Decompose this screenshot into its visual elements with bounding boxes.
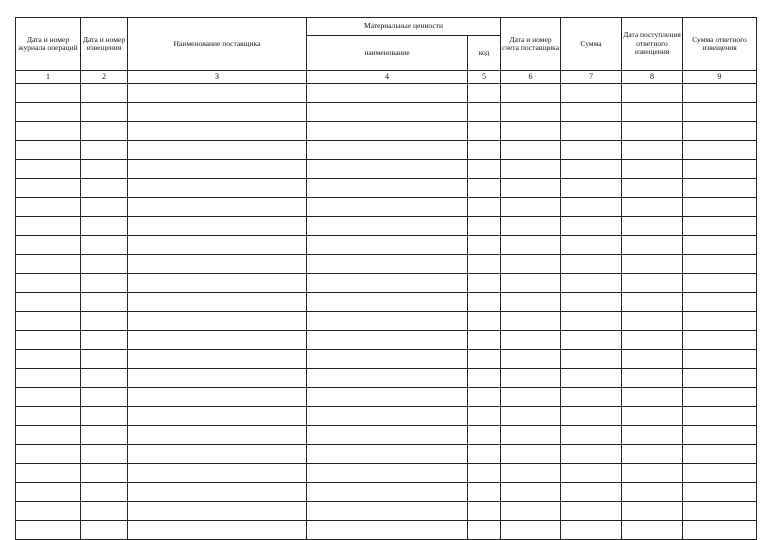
empty-cell: [683, 331, 757, 350]
table-row: [16, 483, 757, 502]
empty-cell: [16, 274, 81, 293]
empty-cell: [683, 521, 757, 540]
column-number: 1: [16, 71, 81, 84]
empty-cell: [16, 84, 81, 103]
empty-cell: [128, 445, 307, 464]
column-number: 6: [501, 71, 561, 84]
empty-cell: [501, 426, 561, 445]
empty-cell: [683, 483, 757, 502]
empty-cell: [501, 502, 561, 521]
empty-cell: [81, 350, 128, 369]
empty-cell: [81, 407, 128, 426]
empty-cell: [81, 84, 128, 103]
empty-cell: [561, 84, 622, 103]
empty-cell: [683, 198, 757, 217]
empty-cell: [622, 445, 683, 464]
empty-cell: [307, 426, 468, 445]
table-row: [16, 293, 757, 312]
empty-cell: [128, 217, 307, 236]
empty-cell: [561, 160, 622, 179]
col-journal-header: Дата и номер журнала операций: [16, 18, 81, 71]
empty-cell: [128, 103, 307, 122]
empty-cell: [307, 445, 468, 464]
empty-cell: [622, 236, 683, 255]
empty-cell: [468, 122, 501, 141]
empty-cell: [16, 407, 81, 426]
empty-cell: [81, 502, 128, 521]
empty-cell: [501, 103, 561, 122]
column-number: 8: [622, 71, 683, 84]
register-table: [15, 17, 757, 540]
empty-cell: [501, 160, 561, 179]
empty-cell: [561, 274, 622, 293]
empty-cell: [561, 312, 622, 331]
empty-cell: [683, 369, 757, 388]
empty-cell: [307, 236, 468, 255]
empty-cell: [468, 274, 501, 293]
table-row: [16, 217, 757, 236]
table-row: [16, 502, 757, 521]
empty-cell: [683, 84, 757, 103]
empty-cell: [468, 160, 501, 179]
empty-cell: [16, 502, 81, 521]
empty-cell: [561, 141, 622, 160]
empty-cell: [468, 502, 501, 521]
empty-cell: [128, 236, 307, 255]
col-notice-header: Дата и номер извещения: [81, 18, 128, 71]
empty-cell: [128, 84, 307, 103]
empty-cell: [561, 464, 622, 483]
empty-cell: [307, 274, 468, 293]
empty-cell: [16, 464, 81, 483]
empty-cell: [128, 160, 307, 179]
empty-cell: [561, 483, 622, 502]
register-form: [15, 17, 757, 540]
empty-cell: [307, 521, 468, 540]
empty-cell: [307, 350, 468, 369]
empty-cell: [561, 198, 622, 217]
empty-cell: [622, 198, 683, 217]
empty-cell: [468, 407, 501, 426]
empty-cell: [307, 122, 468, 141]
empty-cell: [683, 236, 757, 255]
empty-cell: [468, 331, 501, 350]
empty-cell: [468, 350, 501, 369]
empty-cell: [683, 464, 757, 483]
empty-cell: [622, 160, 683, 179]
table-row: [16, 103, 757, 122]
empty-cell: [468, 483, 501, 502]
empty-cell: [128, 464, 307, 483]
empty-cell: [468, 141, 501, 160]
empty-cell: [81, 312, 128, 331]
empty-cell: [622, 103, 683, 122]
empty-cell: [622, 426, 683, 445]
empty-cell: [683, 293, 757, 312]
column-number: 3: [128, 71, 307, 84]
empty-cell: [128, 274, 307, 293]
empty-cell: [501, 293, 561, 312]
empty-cell: [683, 502, 757, 521]
col-supplier-header: Наименование поставщика: [128, 18, 307, 71]
table-row: [16, 84, 757, 103]
empty-cell: [81, 331, 128, 350]
empty-cell: [81, 255, 128, 274]
empty-cell: [16, 103, 81, 122]
empty-cell: [561, 426, 622, 445]
empty-cell: [307, 141, 468, 160]
empty-cell: [468, 179, 501, 198]
empty-cell: [622, 141, 683, 160]
empty-cell: [16, 312, 81, 331]
table-row: [16, 160, 757, 179]
empty-cell: [501, 84, 561, 103]
col-invoice-header: Дата и номер счета поставщика: [501, 18, 561, 71]
empty-cell: [468, 217, 501, 236]
empty-cell: [561, 369, 622, 388]
table-row: [16, 141, 757, 160]
empty-cell: [128, 179, 307, 198]
table-row: [16, 464, 757, 483]
empty-cell: [501, 350, 561, 369]
empty-cell: [16, 369, 81, 388]
empty-cell: [81, 236, 128, 255]
empty-cell: [128, 293, 307, 312]
empty-cell: [81, 426, 128, 445]
empty-cell: [622, 84, 683, 103]
empty-cell: [501, 217, 561, 236]
empty-cell: [81, 217, 128, 236]
empty-cell: [307, 103, 468, 122]
empty-cell: [561, 293, 622, 312]
empty-cell: [128, 502, 307, 521]
empty-cell: [501, 388, 561, 407]
table-row: [16, 312, 757, 331]
empty-cell: [307, 502, 468, 521]
empty-cell: [501, 464, 561, 483]
table-row: [16, 407, 757, 426]
empty-cell: [561, 502, 622, 521]
empty-cell: [561, 122, 622, 141]
empty-cell: [307, 464, 468, 483]
empty-cell: [307, 84, 468, 103]
empty-cell: [81, 521, 128, 540]
empty-cell: [622, 122, 683, 141]
empty-cell: [81, 160, 128, 179]
empty-cell: [81, 464, 128, 483]
empty-cell: [622, 293, 683, 312]
empty-cell: [468, 464, 501, 483]
empty-cell: [307, 483, 468, 502]
empty-cell: [81, 198, 128, 217]
empty-cell: [683, 141, 757, 160]
empty-cell: [468, 84, 501, 103]
empty-cell: [622, 312, 683, 331]
empty-cell: [622, 331, 683, 350]
empty-cell: [128, 141, 307, 160]
col-valuables-group-header: Материальные ценности: [307, 18, 501, 36]
empty-cell: [81, 274, 128, 293]
empty-cell: [81, 122, 128, 141]
empty-cell: [683, 445, 757, 464]
empty-cell: [128, 331, 307, 350]
empty-cell: [16, 179, 81, 198]
empty-cell: [683, 122, 757, 141]
empty-cell: [561, 103, 622, 122]
empty-cell: [128, 521, 307, 540]
empty-cell: [468, 198, 501, 217]
empty-cell: [561, 217, 622, 236]
empty-cell: [501, 274, 561, 293]
empty-cell: [307, 198, 468, 217]
empty-cell: [501, 369, 561, 388]
empty-cell: [501, 483, 561, 502]
empty-cell: [81, 103, 128, 122]
table-row: [16, 521, 757, 540]
empty-cell: [128, 122, 307, 141]
empty-cell: [501, 179, 561, 198]
table-row: [16, 369, 757, 388]
empty-cell: [307, 217, 468, 236]
empty-cell: [622, 464, 683, 483]
column-number: 9: [683, 71, 757, 84]
empty-cell: [561, 331, 622, 350]
empty-cell: [16, 217, 81, 236]
empty-cell: [683, 312, 757, 331]
empty-cell: [561, 407, 622, 426]
empty-cell: [622, 388, 683, 407]
empty-cell: [683, 255, 757, 274]
table-row: [16, 198, 757, 217]
table-row: [16, 350, 757, 369]
col-reply-date-header: Дата поступления ответного извещения: [622, 18, 683, 71]
empty-cell: [683, 388, 757, 407]
column-number: 2: [81, 71, 128, 84]
empty-cell: [468, 103, 501, 122]
table-row: [16, 426, 757, 445]
empty-cell: [81, 179, 128, 198]
empty-cell: [307, 179, 468, 198]
empty-cell: [128, 407, 307, 426]
empty-cell: [501, 198, 561, 217]
empty-cell: [622, 502, 683, 521]
empty-cell: [307, 388, 468, 407]
empty-cell: [622, 369, 683, 388]
table-row: [16, 236, 757, 255]
empty-cell: [622, 350, 683, 369]
empty-cell: [468, 521, 501, 540]
empty-cell: [16, 141, 81, 160]
empty-cell: [683, 350, 757, 369]
empty-cell: [81, 483, 128, 502]
empty-cell: [16, 388, 81, 407]
empty-cell: [16, 236, 81, 255]
column-number: 7: [561, 71, 622, 84]
empty-cell: [468, 426, 501, 445]
empty-cell: [561, 179, 622, 198]
empty-cell: [307, 255, 468, 274]
empty-cell: [128, 483, 307, 502]
empty-cell: [622, 483, 683, 502]
empty-cell: [16, 255, 81, 274]
table-row: [16, 388, 757, 407]
empty-cell: [128, 388, 307, 407]
empty-cell: [16, 293, 81, 312]
empty-cell: [16, 122, 81, 141]
col-sum-header: Сумма: [561, 18, 622, 71]
empty-cell: [468, 255, 501, 274]
empty-cell: [501, 407, 561, 426]
empty-cell: [561, 388, 622, 407]
empty-cell: [501, 141, 561, 160]
empty-cell: [468, 388, 501, 407]
column-number: 5: [468, 71, 501, 84]
column-number: 4: [307, 71, 468, 84]
empty-cell: [81, 388, 128, 407]
table-row: [16, 255, 757, 274]
empty-cell: [501, 312, 561, 331]
empty-cell: [16, 331, 81, 350]
empty-cell: [622, 274, 683, 293]
empty-cell: [307, 312, 468, 331]
empty-cell: [683, 217, 757, 236]
table-row: [16, 331, 757, 350]
col-valuables-name-header: наименование: [307, 36, 468, 71]
empty-cell: [128, 198, 307, 217]
empty-cell: [81, 293, 128, 312]
column-number-row: [16, 71, 757, 84]
empty-cell: [307, 407, 468, 426]
empty-cell: [622, 255, 683, 274]
empty-cell: [16, 160, 81, 179]
empty-cell: [81, 445, 128, 464]
empty-cell: [128, 350, 307, 369]
empty-cell: [16, 483, 81, 502]
empty-cell: [561, 255, 622, 274]
table-row: [16, 274, 757, 293]
empty-cell: [307, 160, 468, 179]
empty-cell: [501, 521, 561, 540]
empty-cell: [468, 236, 501, 255]
table-row: [16, 122, 757, 141]
empty-cell: [622, 407, 683, 426]
empty-cell: [468, 293, 501, 312]
empty-cell: [307, 369, 468, 388]
empty-cell: [501, 331, 561, 350]
col-valuables-code-header: код: [468, 36, 501, 71]
empty-cell: [683, 179, 757, 198]
empty-cell: [501, 445, 561, 464]
empty-cell: [683, 160, 757, 179]
empty-cell: [561, 445, 622, 464]
empty-cell: [468, 445, 501, 464]
empty-cell: [622, 521, 683, 540]
empty-cell: [561, 350, 622, 369]
empty-cell: [683, 103, 757, 122]
empty-cell: [683, 274, 757, 293]
empty-cell: [501, 122, 561, 141]
empty-cell: [501, 236, 561, 255]
table-row: [16, 179, 757, 198]
empty-cell: [561, 236, 622, 255]
empty-cell: [128, 369, 307, 388]
empty-cell: [468, 369, 501, 388]
empty-cell: [683, 426, 757, 445]
empty-cell: [16, 521, 81, 540]
empty-cell: [128, 426, 307, 445]
empty-cell: [128, 312, 307, 331]
empty-cell: [561, 521, 622, 540]
empty-cell: [622, 179, 683, 198]
table-row: [16, 445, 757, 464]
empty-cell: [683, 407, 757, 426]
empty-cell: [128, 255, 307, 274]
empty-cell: [468, 312, 501, 331]
empty-cell: [16, 426, 81, 445]
empty-cell: [16, 445, 81, 464]
empty-cell: [16, 198, 81, 217]
empty-cell: [307, 331, 468, 350]
empty-cell: [16, 350, 81, 369]
empty-cell: [501, 255, 561, 274]
empty-cell: [81, 369, 128, 388]
col-reply-sum-header: Сумма ответного извещения: [683, 18, 757, 71]
empty-cell: [81, 141, 128, 160]
empty-cell: [622, 217, 683, 236]
empty-cell: [307, 293, 468, 312]
